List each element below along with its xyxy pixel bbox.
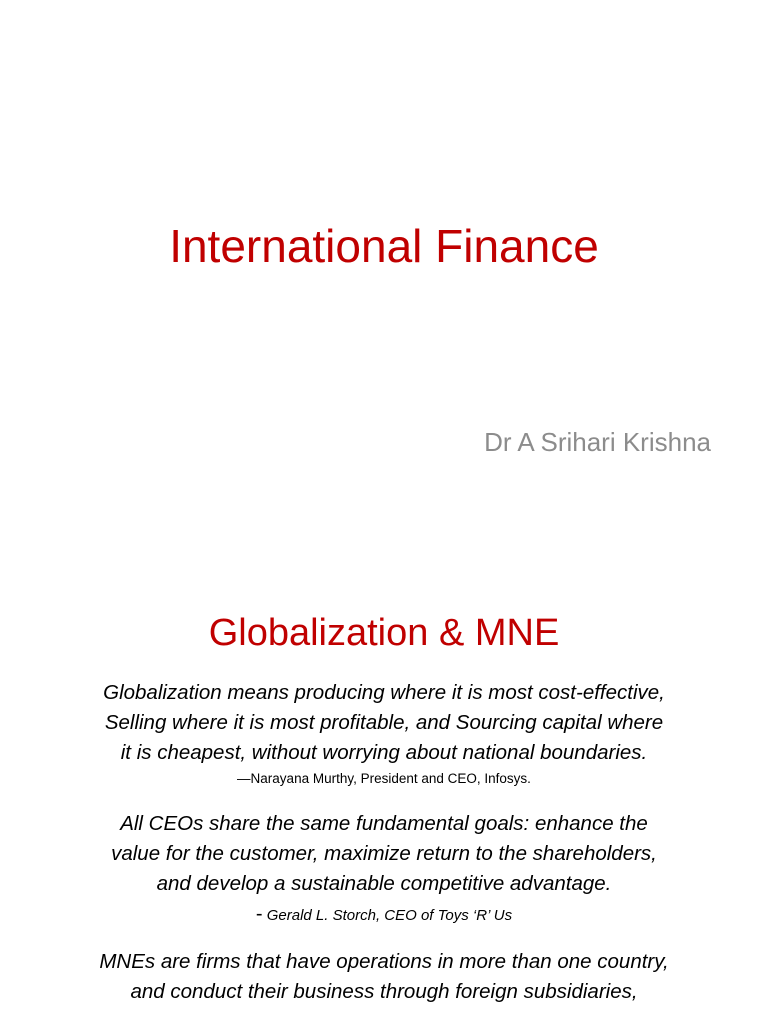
slide-heading: Globalization & MNE <box>208 612 560 654</box>
globalization-slide <box>0 576 768 1024</box>
definition-line: MNEs are firms that have operations in more than one country, <box>99 950 669 973</box>
quote-block-storch <box>34 809 734 929</box>
quote-line: it is cheapest, without worrying about national boundaries. <box>120 741 648 764</box>
definition-line: and conduct their business through foreign subsidiaries, <box>130 980 638 1003</box>
quote-line: value for the customer, maximize return to the shareholders, <box>111 842 657 865</box>
mne-definition <box>34 947 734 1007</box>
quote-attribution: —Narayana Murthy, President and CEO, Infosys. <box>237 771 531 786</box>
slide-title: International Finance <box>169 220 599 272</box>
attribution-dash: - <box>255 903 263 925</box>
quote-line: and develop a sustainable competitive advantage. <box>156 872 612 895</box>
quote-line: All CEOs share the same fundamental goals: enhance the <box>120 812 648 835</box>
author-subtitle: Dr A Srihari Krishna <box>484 427 711 457</box>
attribution-text: Gerald L. Storch, CEO of Toys ‘R’ Us <box>266 907 513 924</box>
quote-line: Selling where it is most profitable, and Sourcing capital where <box>104 711 664 734</box>
quote-line: Globalization means producing where it is most cost-effective, <box>103 681 665 704</box>
quote-block-murthy <box>34 678 734 790</box>
slide-body <box>34 678 734 1007</box>
quote-attribution <box>34 901 734 929</box>
